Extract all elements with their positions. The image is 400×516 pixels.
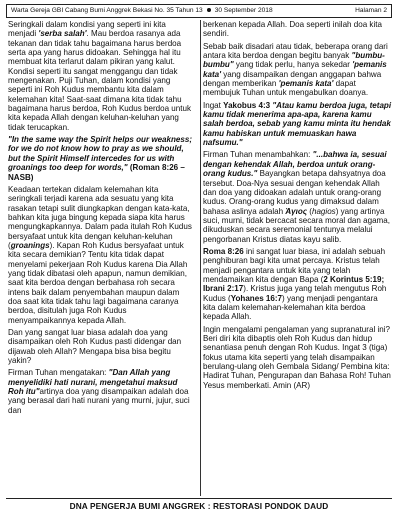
scripture-quote: "Dan Allah yang menyelidiki hati nurani, mengetahui maksud Roh itu" <box>8 368 178 397</box>
newsletter-page <box>6 4 392 512</box>
text: ). Kapan Roh Kudus bersyafaat untuk kita secara demikian? Tentu kita tidak dapat menyelami pekerjaan Roh Kudus karena Dia Allah yang tidak dibatasi oleh apapun, namun demikian, saat kita berdoa dengan berbahasa roh secara intens baik dalam penyembahan maupun dalam doa saat kita tidak tahu lagi bagaimana caranya berdoa, disitulah juga Roh Kudus menyampaikannya kepada Allah. <box>8 240 188 325</box>
paragraph: Ingin mengalami pengalaman yang supranatural ini? Beri diri kita dibaptis oleh Roh Kudus dan hidup senantiasa penuh dengan Roh Kudus. Ingat 3 (tiga) fokus utama kita seperti yang telah disampaikan berulang-ulang oleh Gembala Sidang/ Pembina kita: Hadirat Tuhan, Pengurapan dan Bahasa Roh! Tuhan Yesus memberkati. Amin (AR) <box>203 324 391 390</box>
scripture-reference: Yohanes 16:7 <box>230 293 283 303</box>
article-columns <box>6 20 392 498</box>
text: yang disampaikan dengan anggapan bahwa dengan memberikan <box>203 69 382 89</box>
paragraph <box>8 368 194 415</box>
scripture-quote: "...bahwa ia, sesuai dengan kehendak Allah, berdoa untuk orang-orang kudus." <box>203 150 387 179</box>
text: dapat membujuk Tuhan untuk mengabulkan doanya. <box>203 79 369 98</box>
column-divider <box>200 20 201 496</box>
scripture-reference: Roma 8:26 <box>203 246 244 256</box>
text: Bayangkan betapa dahsyatnya doa tersebut. Doa-Nya sesuai dengan kehendak Allah dan doa yang didoakan adalah untuk orang-orang kudus. Orang-orang kudus yang dimaksud dalam bahasa aslinya adalah <box>203 169 386 216</box>
emphasis: 'serba salah' <box>38 29 87 39</box>
paragraph <box>8 185 194 325</box>
text: ini sangat luar biasa, ini adalah sebuah penghiburan bagi kita umat percaya. Kristus telah menjadi pengantara untuk kita yang telah mendamaikan kita dengan Bapa ( <box>203 246 386 284</box>
text: Firman Tuhan menambahkan: <box>203 150 313 160</box>
paragraph <box>203 42 392 98</box>
bullet-separator-icon <box>207 8 211 12</box>
text: Sebab baik disadari atau tidak, beberapa orang dari antara kita berdoa dengan begitu banyak <box>203 41 388 61</box>
transliteration: hagios <box>311 206 336 216</box>
text: Seringkali dalam kondisi yang seperti ini kita menjadi <box>8 20 166 39</box>
paragraph <box>203 101 392 148</box>
scripture-reference: 2 Korintus 5:19; Ibrani 2:17 <box>203 274 385 294</box>
page-footer: DNA PENGERJA BUMI ANGGREK : RESTORASI PONDOK DAUD <box>6 498 392 513</box>
scripture-quote: "Atau kamu berdoa juga, tetapi kamu tidak menerima apa-apa, karena kamu salah berdoa, sebab yang kamu minta itu hendak kamu habiskan untuk memuaskan hawa nafsumu." <box>203 100 392 148</box>
publication-name: Warta Gereja GBI Cabang Bumi Anggrek Bekasi No. 35 Tahun 13 <box>11 7 203 14</box>
quote-text: "In the same way the Spirit helps our weakness; for we do not know how to pray as we should, but the Spirit Himself intercedes for us with groanings too deep for words," <box>8 135 193 173</box>
paragraph: berkenan kepada Allah. Doa seperti inilah doa kita sendiri. <box>203 20 382 39</box>
text: ). Kristus juga yang telah mengutus Roh Kudus ( <box>203 284 387 303</box>
greek-word: Ὰγιος <box>285 206 308 216</box>
text: . Mau berdoa rasanya ada tekanan dan tidak tahu bagaimana harus berdoa serta apa yang harus didoakan. Sehingga hal itu membuat kita terlarut dalam pikiran yang kalut. Kondisi seperti itu sangat menggangu dan tidak mengenakan. Puji Tuhan, dalam kondisi yang seperti ini Roh Kudus membantu kita dalam kelemahan kita! Saat-saat dimana kita tidak tahu bagaimana harus berdoa, Roh Kudus berdoa untuk kita kepada Allah dengan keluhan-keluhan yang tidak terucapkan. <box>8 29 191 132</box>
header-publication <box>11 5 273 17</box>
page-header <box>6 4 392 18</box>
text: ) yang artinya suci, murni, tidak bercacat secara moral dan agama, dikuduskan secara seremonial tentunya melalui pengorbanan Kristus diatas kayu salib. <box>203 206 390 244</box>
emphasis: 'pemanis kata' <box>278 79 334 89</box>
page-number: Halaman 2 <box>355 7 387 14</box>
emphasis: groanings <box>10 240 50 250</box>
scripture-reference: (Roman 8:26 – NASB) <box>8 163 185 182</box>
text: Ingat <box>203 100 224 110</box>
left-column <box>6 20 194 498</box>
text: ( <box>307 206 312 216</box>
text: Firman Tuhan mengatakan: <box>8 368 109 378</box>
text: ) yang menjadi pengantara kita dalam kelemahan-kelemahan kita berdoa kepada Allah. <box>203 293 378 322</box>
text: Keadaan tertekan didalam kelemahan kita seringkali terjadi karena ada sesuatu yang kita rasakan tetapi sulit diungkapkan dengan kata-kata, bahkan kita juga bingung kepada siapa kita harus mengungkapkannya. Dalam pada itulah Roh Kudus bersyafaat untuk kita dengan keluhan-keluhan ( <box>8 184 192 250</box>
issue-date: 30 September 2018 <box>214 7 273 14</box>
paragraph <box>8 20 194 132</box>
bible-quote <box>8 135 194 182</box>
emphasis: 'pemanis kata' <box>203 60 387 79</box>
paragraph <box>203 247 392 322</box>
text: artinya doa yang disampaikan adalah doa yang berasal dari hati nurani yang murni, jujur, suci dan <box>8 387 190 415</box>
right-column <box>203 20 392 498</box>
emphasis: "bumbu-bumbu" <box>203 51 385 70</box>
paragraph <box>203 150 392 243</box>
scripture-reference: Yakobus 4:3 <box>223 100 271 110</box>
paragraph: Dan yang sangat luar biasa adalah doa yang disampaikan oleh Roh Kudus pasti didengar dan dijawab oleh Allah? Mengapa bisa bisa begitu yakin? <box>8 328 182 366</box>
text: yang tidak perlu, hanya sekedar <box>233 60 353 70</box>
